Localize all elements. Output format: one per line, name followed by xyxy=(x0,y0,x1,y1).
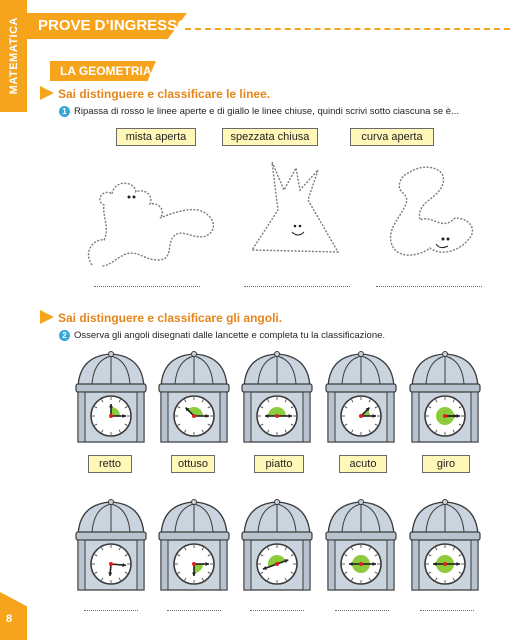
arrow-icon xyxy=(40,86,54,100)
line-label-3: curva aperta xyxy=(350,128,434,146)
angle-label-straight: piatto xyxy=(254,455,304,473)
subject-label-wrap xyxy=(0,0,27,112)
angle-answer-line-1[interactable] xyxy=(84,610,138,611)
clock-tower-1 xyxy=(70,350,152,444)
q2-title: Sai distinguere e classificare gli angoli. xyxy=(58,311,283,325)
clock-tower-5 xyxy=(404,350,486,444)
subject-label: MATEMATICA xyxy=(7,17,20,95)
clock-tower-9 xyxy=(320,498,402,592)
answer-line-1[interactable] xyxy=(94,286,200,287)
angle-label-full: giro xyxy=(422,455,470,473)
closed-broken-line-figure xyxy=(248,160,343,260)
angle-label-acute: acuto xyxy=(339,455,387,473)
q2-instruction: Osserva gli angoli disegnati dalle lancette e completa tu la classificazione. xyxy=(74,330,386,341)
clock-tower-8 xyxy=(236,498,318,592)
q2-number-badge: 2 xyxy=(59,330,70,341)
clock-tower-2 xyxy=(153,350,235,444)
answer-line-2[interactable] xyxy=(244,286,350,287)
line-label-2: spezzata chiusa xyxy=(222,128,318,146)
open-mixed-line-figure xyxy=(74,170,224,270)
angle-answer-line-3[interactable] xyxy=(250,610,304,611)
page-title: PROVE D’INGRESSO xyxy=(38,17,189,34)
open-curved-line-figure xyxy=(380,160,480,265)
angle-label-obtuse: ottuso xyxy=(171,455,215,473)
q1-title: Sai distinguere e classificare le linee. xyxy=(58,87,271,101)
answer-line-3[interactable] xyxy=(376,286,482,287)
page-number-tab xyxy=(0,592,27,640)
page-number: 8 xyxy=(6,613,13,625)
clock-tower-3 xyxy=(236,350,318,444)
angle-label-right: retto xyxy=(88,455,132,473)
angle-answer-line-5[interactable] xyxy=(420,610,474,611)
angle-answer-line-2[interactable] xyxy=(167,610,221,611)
clock-tower-10 xyxy=(404,498,486,592)
clock-tower-7 xyxy=(153,498,235,592)
clock-tower-4 xyxy=(320,350,402,444)
clock-tower-6 xyxy=(70,498,152,592)
header-divider xyxy=(185,28,510,30)
q1-instruction: Ripassa di rosso le linee aperte e di giallo le linee chiuse, quindi scrivi sotto ciascuna se è... xyxy=(74,106,459,117)
section-title: LA GEOMETRIA xyxy=(60,64,152,78)
angle-answer-line-4[interactable] xyxy=(335,610,389,611)
arrow-icon xyxy=(40,310,54,324)
q1-number-badge: 1 xyxy=(59,106,70,117)
line-label-1: mista aperta xyxy=(116,128,196,146)
